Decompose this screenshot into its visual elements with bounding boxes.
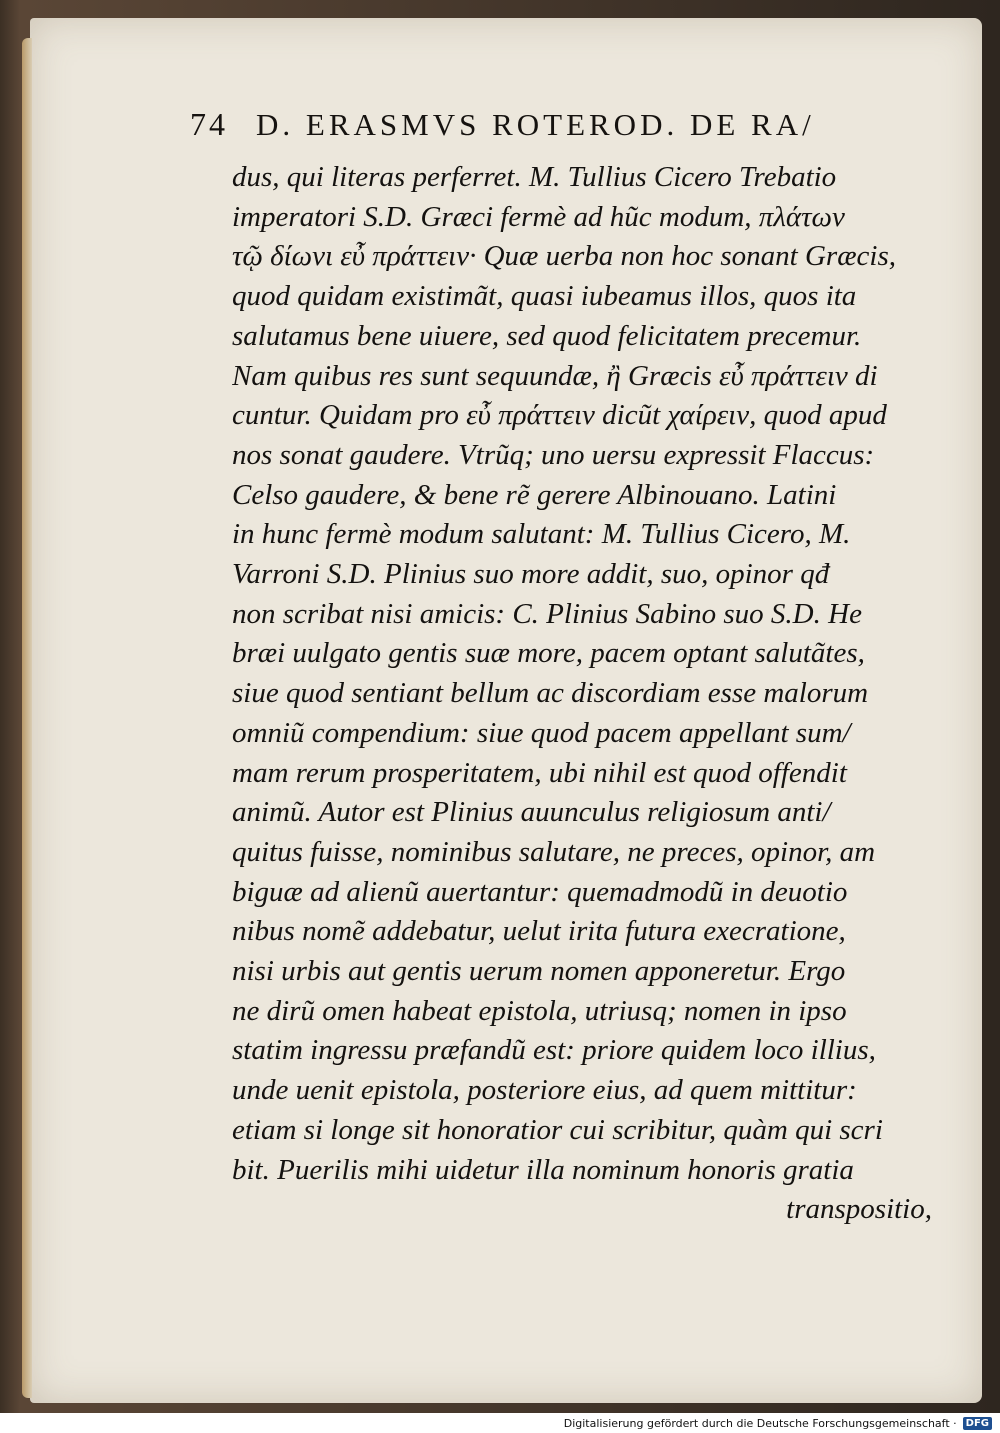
text-line: bræi uulgato gentis suæ more, pacem optant salutãtes,: [232, 637, 865, 670]
text-line: dus, qui literas perferret. M. Tullius Cicero Trebatio: [232, 161, 837, 193]
text-line: Celso gaudere, & bene rẽ gerere Albinouano. Latini: [232, 478, 837, 511]
text-line: nibus nomẽ addebatur, uelut irita futura execratione,: [232, 915, 846, 948]
text-line: cuntur. Quidam pro εὖ πράττειν dicũt χαίρειν, quod apud: [232, 399, 887, 432]
text-line: salutamus bene uiuere, sed quod felicitatem precemur.: [232, 319, 862, 352]
text-line: biguæ ad alienũ auertantur: quemadmodũ in deuotio: [232, 875, 848, 908]
text-line: mam rerum prosperitatem, ubi nihil est quod offendit: [232, 756, 847, 789]
text-line: quitus fuisse, nominibus salutare, ne preces, opinor, am: [232, 835, 876, 868]
text-line: statim ingressu præfandũ est: priore quidem loco illius,: [232, 1034, 876, 1067]
text-line: Varroni S.D. Plinius suo more addit, suo, opinor qđ: [232, 558, 830, 591]
text-line: imperatori S.D. Græci fermè ad hũc modum, πλάτων: [232, 200, 845, 233]
text-line: ne dirũ omen habeat epistola, utriusq; nomen in ipso: [232, 994, 847, 1027]
text-line: bit. Puerilis mihi uidetur illa nominum honoris gratia: [232, 1153, 854, 1186]
text-line: in hunc fermè modum salutant: M. Tullius Cicero, M.: [232, 518, 851, 551]
text-line: non scribat nisi amicis: C. Plinius Sabino suo S.D. He: [232, 597, 862, 630]
catchword: transpositio,: [786, 1193, 932, 1226]
digitization-credit-bar: [0, 1413, 1000, 1433]
text-line: quod quidam existimãt, quasi iubeamus illos, quos ita: [232, 280, 857, 313]
book-page: [30, 18, 982, 1403]
running-head: D. ERASMVS ROTEROD. DE RA/: [256, 107, 815, 142]
text-line: unde uenit epistola, posteriore eius, ad quem mittitur:: [232, 1074, 857, 1107]
text-line: etiam si longe sit honoratior cui scribitur, quàm qui scri: [232, 1113, 883, 1146]
body-text: [232, 158, 932, 1230]
text-line: siue quod sentiant bellum ac discordiam esse malorum: [232, 677, 869, 710]
credit-text: Digitalisierung gefördert durch die Deutsche Forschungsgemeinschaft ·: [563, 1416, 957, 1430]
page-number: 74: [190, 106, 228, 142]
text-line: animũ. Autor est Plinius auunculus religiosum anti/: [232, 796, 831, 829]
dfg-logo-icon: DFG: [963, 1417, 992, 1430]
text-line: omniũ compendium: siue quod pacem appellant sum/: [232, 716, 851, 749]
text-line: nisi urbis aut gentis uerum nomen apponeretur. Ergo: [232, 955, 846, 988]
text-line: Nam quibus res sunt sequundæ, ἢ Græcis εὖ πράττειν di: [232, 359, 878, 392]
text-line: τῷ δίωνι εὖ πράττειν· Quæ uerba non hoc sonant Græcis,: [232, 240, 897, 273]
text-line: nos sonat gaudere. Vtrũq; uno uersu expressit Flaccus:: [232, 438, 875, 471]
page-header: [190, 106, 880, 150]
